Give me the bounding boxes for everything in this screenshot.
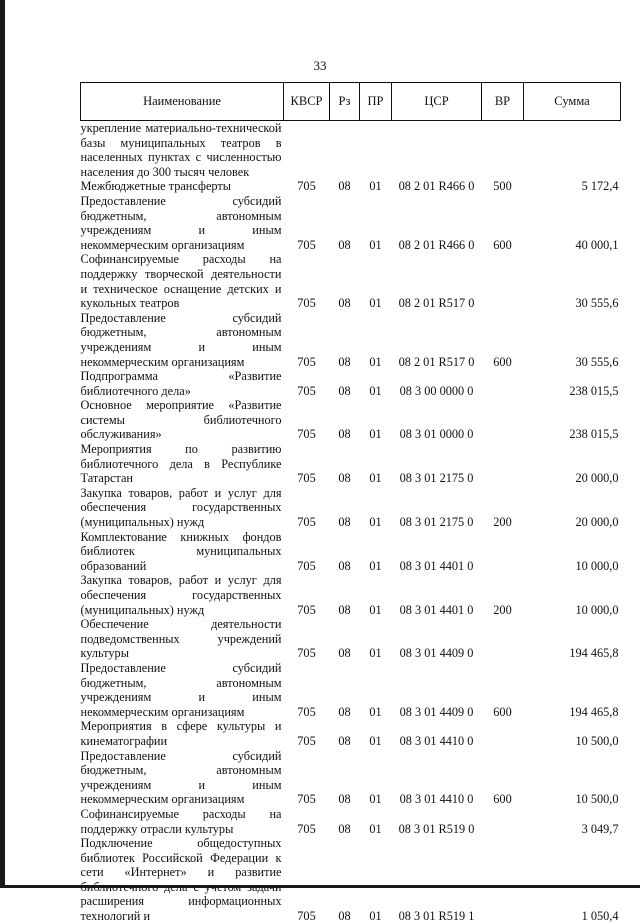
cell-csr: 08 2 01 R517 0 (398, 354, 475, 369)
cell-name: Предоставление субсидий бюджетным, автономным учреждениям и иным некоммерческим организациям (80, 310, 282, 369)
cell-pr: 01 (369, 909, 382, 924)
cell-kvsr: 705 (297, 296, 316, 311)
cell-sum: 40 000,1 (575, 237, 619, 252)
cell-pr: 01 (369, 354, 382, 369)
cell-rz: 08 (338, 515, 351, 530)
cell-pr: 01 (369, 237, 382, 252)
cell-csr: 08 2 01 R517 0 (398, 296, 475, 311)
cell-vr: 600 (493, 354, 512, 369)
cell-pr: 01 (369, 296, 382, 311)
cell-name: Подпрограмма «Развитие библиотечного дела» (80, 369, 282, 398)
cell-pr: 01 (369, 792, 382, 807)
table-row (81, 573, 621, 617)
cell-pr: 01 (369, 602, 382, 617)
cell-kvsr: 705 (297, 909, 316, 924)
cell-rz: 08 (338, 704, 351, 719)
header-kvsr: КВСР (284, 83, 330, 121)
cell-name: Предоставление субсидий бюджетным, автономным учреждениям и иным некоммерческим организациям (80, 660, 282, 719)
header-sum: Сумма (524, 83, 621, 121)
cell-csr: 08 3 01 R519 0 (398, 821, 475, 836)
cell-pr: 01 (369, 515, 382, 530)
table-row (81, 617, 621, 661)
cell-rz: 08 (338, 383, 351, 398)
table-row (81, 486, 621, 530)
cell-sum: 194 465,8 (569, 704, 619, 719)
table-row (81, 807, 621, 836)
cell-sum: 10 500,0 (575, 792, 619, 807)
cell-csr: 08 3 01 R519 1 (398, 909, 475, 924)
cell-name: Комплектование книжных фондов библиотек муниципальных образований (80, 529, 282, 573)
cell-sum: 194 465,8 (569, 646, 619, 661)
cell-rz: 08 (338, 296, 351, 311)
cell-vr (482, 442, 524, 486)
cell-vr: 600 (493, 237, 512, 252)
page-number: 33 (313, 58, 327, 73)
cell-name: Софинансируемые расходы на поддержку отрасли культуры (80, 806, 282, 836)
cell-rz: 08 (338, 733, 351, 748)
cell-csr: 08 3 01 4401 0 (399, 558, 474, 573)
cell-sum: 10 000,0 (575, 558, 619, 573)
cell-vr: 500 (493, 179, 512, 194)
table-row (81, 749, 621, 807)
table-row (81, 194, 621, 252)
cell-kvsr: 705 (297, 427, 316, 442)
cell-rz: 08 (338, 354, 351, 369)
cell-vr (482, 369, 524, 398)
cell-name: Предоставление субсидий бюджетным, автономным учреждениям и иным некоммерческим организациям (80, 748, 282, 807)
cell-sum: 30 555,6 (575, 354, 619, 369)
cell-csr: 08 3 01 4401 0 (399, 602, 474, 617)
cell-sum: 3 049,7 (581, 821, 619, 836)
cell-rz: 08 (338, 792, 351, 807)
cell-kvsr: 705 (297, 558, 316, 573)
cell-name: Мероприятия по развитию библиотечного дела в Республике Татарстан (80, 442, 282, 486)
cell-csr: 08 3 01 4410 0 (399, 792, 474, 807)
table-row (81, 719, 621, 748)
header-vr: ВР (482, 83, 524, 121)
cell-sum: 238 015,5 (569, 383, 619, 398)
cell-vr: 600 (493, 704, 512, 719)
table-body (81, 121, 621, 924)
cell-kvsr: 705 (297, 821, 316, 836)
cell-sum: 10 500,0 (575, 733, 619, 748)
scan-edge-left (0, 0, 5, 888)
cell-sum: 20 000,0 (575, 515, 619, 530)
cell-kvsr: 705 (297, 179, 316, 194)
cell-csr: 08 3 01 2175 0 (399, 471, 474, 486)
cell-csr: 08 3 01 4409 0 (399, 704, 474, 719)
cell-vr (482, 252, 524, 310)
cell-kvsr: 705 (297, 646, 316, 661)
cell-name: Подключение общедоступных библиотек Российской Федерации к сети «Интернет» и развитие библиотечного дела с учетом задачи расширения информационных технологий и (80, 836, 282, 924)
cell-sum: 20 000,0 (575, 471, 619, 486)
cell-name: Закупка товаров, работ и услуг для обеспечения государственных (муниципальных) нужд (80, 573, 282, 617)
cell-pr: 01 (369, 427, 382, 442)
cell-vr: 200 (493, 515, 512, 530)
cell-csr: 08 3 01 4409 0 (399, 646, 474, 661)
cell-csr (392, 121, 482, 180)
cell-csr: 08 2 01 R466 0 (398, 237, 475, 252)
cell-kvsr (284, 121, 330, 180)
cell-rz: 08 (338, 427, 351, 442)
cell-csr: 08 2 01 R466 0 (398, 179, 475, 194)
cell-name: Основное мероприятие «Развитие системы библиотечного обслуживания» (80, 398, 282, 442)
table-row (81, 369, 621, 398)
cell-vr (482, 807, 524, 836)
table-header (81, 83, 621, 121)
header-name: Наименование (81, 83, 284, 121)
cell-sum: 1 050,4 (581, 909, 619, 924)
cell-pr: 01 (369, 383, 382, 398)
table-row (81, 836, 621, 924)
cell-vr (482, 121, 524, 180)
cell-sum: 30 555,6 (575, 296, 619, 311)
cell-name: укрепление материально-технической базы муниципальных театров в населенных пунктах с численностью населения до 300 тысяч человек (80, 121, 282, 179)
table-row (81, 530, 621, 574)
table-row (81, 442, 621, 486)
cell-pr: 01 (369, 646, 382, 661)
cell-kvsr: 705 (297, 383, 316, 398)
budget-table (80, 82, 621, 924)
cell-kvsr: 705 (297, 471, 316, 486)
cell-name: Межбюджетные трансферты (80, 179, 232, 194)
table-row (81, 252, 621, 310)
cell-kvsr: 705 (297, 792, 316, 807)
cell-kvsr: 705 (297, 515, 316, 530)
cell-name: Предоставление субсидий бюджетным, автономным учреждениям и иным некоммерческим организациям (80, 193, 282, 252)
table-row (81, 398, 621, 442)
cell-sum: 5 172,4 (581, 179, 619, 194)
cell-rz (330, 121, 360, 180)
cell-kvsr: 705 (297, 733, 316, 748)
cell-csr: 08 3 01 4410 0 (399, 733, 474, 748)
cell-rz: 08 (338, 179, 351, 194)
header-csr: ЦСР (392, 83, 482, 121)
cell-pr (360, 121, 392, 180)
cell-name: Обеспечение деятельности подведомственных учреждений культуры (80, 617, 282, 661)
cell-rz: 08 (338, 237, 351, 252)
cell-name: Софинансируемые расходы на поддержку творческой деятельности и техническое оснащение детских и кукольных театров (80, 252, 282, 311)
cell-pr: 01 (369, 558, 382, 573)
cell-kvsr: 705 (297, 602, 316, 617)
cell-rz: 08 (338, 471, 351, 486)
cell-vr (482, 719, 524, 748)
cell-pr: 01 (369, 179, 382, 194)
cell-csr: 08 3 00 0000 0 (399, 383, 474, 398)
cell-vr (482, 836, 524, 924)
table-row (81, 121, 621, 180)
cell-rz: 08 (338, 821, 351, 836)
cell-pr: 01 (369, 471, 382, 486)
table-row (81, 661, 621, 719)
cell-vr: 200 (493, 602, 512, 617)
cell-csr: 08 3 01 0000 0 (399, 427, 474, 442)
table-row (81, 179, 621, 194)
cell-kvsr: 705 (297, 237, 316, 252)
cell-sum: 10 000,0 (575, 602, 619, 617)
cell-rz: 08 (338, 602, 351, 617)
cell-rz: 08 (338, 558, 351, 573)
cell-name: Мероприятия в сфере культуры и кинематографии (80, 719, 282, 748)
cell-vr (482, 617, 524, 661)
table-row (81, 311, 621, 369)
cell-rz: 08 (338, 909, 351, 924)
header-pr: ПР (360, 83, 392, 121)
cell-vr (482, 530, 524, 574)
cell-vr: 600 (493, 792, 512, 807)
cell-kvsr: 705 (297, 354, 316, 369)
cell-pr: 01 (369, 733, 382, 748)
cell-name: Закупка товаров, работ и услуг для обеспечения государственных (муниципальных) нужд (80, 485, 282, 530)
cell-pr: 01 (369, 821, 382, 836)
cell-pr: 01 (369, 704, 382, 719)
cell-sum (524, 121, 621, 180)
cell-csr: 08 3 01 2175 0 (399, 515, 474, 530)
cell-rz: 08 (338, 646, 351, 661)
header-rz: Рз (330, 83, 360, 121)
cell-sum: 238 015,5 (569, 427, 619, 442)
cell-kvsr: 705 (297, 704, 316, 719)
cell-vr (482, 398, 524, 442)
